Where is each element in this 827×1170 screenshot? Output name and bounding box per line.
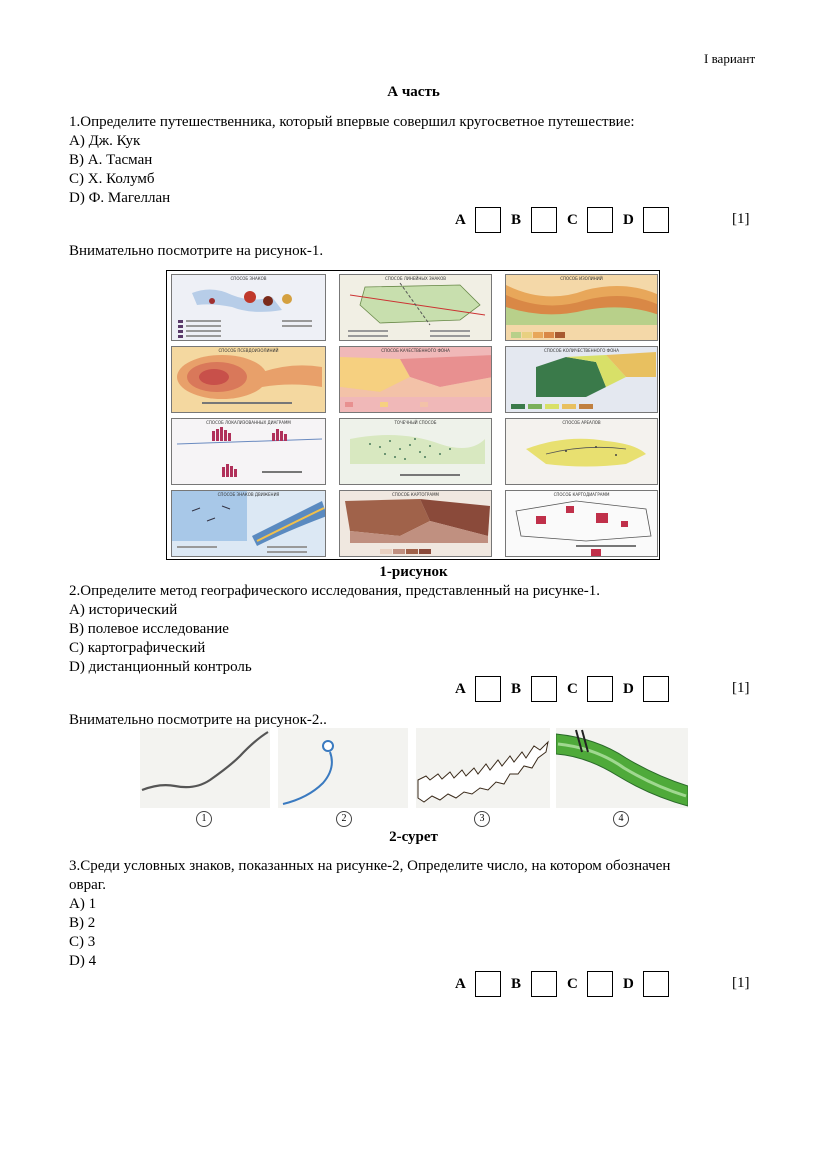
map-panel-quality-background: СПОСОБ КАЧЕСТВЕННОГО ФОНА <box>339 346 492 413</box>
q3-option-a: A) 1 <box>69 896 97 912</box>
q1-answer-row <box>455 206 679 234</box>
answer-label-d: D <box>623 211 634 228</box>
q3-answer-box-b[interactable] <box>531 971 557 997</box>
map-panel-quantity-background: СПОСОБ КОЛИЧЕСТВЕННОГО ФОНА <box>505 346 658 413</box>
map-panel-cartogram: СПОСОБ КАРТОГРАММ <box>339 490 492 557</box>
q1-option-a: A) Дж. Кук <box>69 133 141 149</box>
q1-option-b: B) А. Тасман <box>69 152 153 168</box>
q3-answer-row <box>455 970 679 998</box>
q2-option-a: A) исторический <box>69 602 178 618</box>
q2-option-c: C) картографический <box>69 640 206 656</box>
answer-label-a: A <box>455 680 466 697</box>
q3-score: [1] <box>732 975 750 991</box>
answer-label-c: C <box>567 680 578 697</box>
answer-label-b: B <box>511 975 522 992</box>
symbol-3-ravine-icon <box>416 728 550 808</box>
q3-answer-box-d[interactable] <box>643 971 669 997</box>
q3-option-b: B) 2 <box>69 915 96 931</box>
symbol-number-2: 2 <box>336 811 352 827</box>
symbol-number-1: 1 <box>196 811 212 827</box>
q3-option-c: C) 3 <box>69 934 96 950</box>
answer-label-b: B <box>511 211 522 228</box>
symbol-4-canal-icon <box>556 728 688 808</box>
symbol-2-spring-icon <box>278 728 408 808</box>
answer-label-c: C <box>567 975 578 992</box>
map-panel-linear-signs: СПОСОБ ЛИНЕЙНЫХ ЗНАКОВ <box>339 274 492 341</box>
map-panel-signs: СПОСОБ ЗНАКОВ <box>171 274 326 341</box>
map-panel-movement-signs: СПОСОБ ЗНАКОВ ДВИЖЕНИЯ <box>171 490 326 557</box>
q1-answer-box-a[interactable] <box>475 207 501 233</box>
q1-answer-box-c[interactable] <box>587 207 613 233</box>
q2-answer-box-b[interactable] <box>531 676 557 702</box>
variant-label: I вариант <box>704 51 756 66</box>
symbol-number-3: 3 <box>474 811 490 827</box>
q2-option-b: B) полевое исследование <box>69 621 229 637</box>
symbol-1-river-icon <box>140 728 270 808</box>
q1-answer-box-b[interactable] <box>531 207 557 233</box>
question-1-text: 1.Определите путешественника, который впервые совершил кругосветное путешествие: <box>69 114 635 130</box>
symbol-number-4: 4 <box>613 811 629 827</box>
q3-option-d: D) 4 <box>69 953 97 969</box>
q3-answer-box-a[interactable] <box>475 971 501 997</box>
q1-score: [1] <box>732 211 750 227</box>
q2-answer-box-a[interactable] <box>475 676 501 702</box>
figure-1-map-methods <box>166 270 660 560</box>
question-3-text-line-1: 3.Среди условных знаков, показанных на рисунке-2, Определите число, на котором обозначен <box>69 858 671 874</box>
q1-option-d: D) Ф. Магеллан <box>69 190 171 206</box>
instruction-figure-1: Внимательно посмотрите на рисунок-1. <box>69 243 324 259</box>
instruction-figure-2: Внимательно посмотрите на рисунок-2.. <box>69 712 327 728</box>
figure-2-caption: 2-сурет <box>389 829 438 845</box>
answer-label-a: A <box>455 975 466 992</box>
q2-answer-box-c[interactable] <box>587 676 613 702</box>
q2-answer-box-d[interactable] <box>643 676 669 702</box>
q3-answer-box-c[interactable] <box>587 971 613 997</box>
map-panel-dot-method: ТОЧЕЧНЫЙ СПОСОБ <box>339 418 492 485</box>
section-title: А часть <box>387 84 440 100</box>
map-panel-isolines: СПОСОБ ИЗОЛИНИЙ <box>505 274 658 341</box>
q2-answer-row <box>455 675 679 703</box>
q1-answer-box-d[interactable] <box>643 207 669 233</box>
answer-label-c: C <box>567 211 578 228</box>
q1-option-c: C) Х. Колумб <box>69 171 155 187</box>
answer-label-d: D <box>623 680 634 697</box>
figure-1-caption: 1-рисунок <box>379 564 448 580</box>
map-panel-pseudo-isolines: СПОСОБ ПСЕВДОИЗОЛИНИЙ <box>171 346 326 413</box>
q2-option-d: D) дистанционный контроль <box>69 659 252 675</box>
question-2-text: 2.Определите метод географического исследования, представленный на рисунке-1. <box>69 583 601 599</box>
figure-2-symbols <box>140 728 688 808</box>
map-panel-cartodiagram: СПОСОБ КАРТОДИАГРАММ <box>505 490 658 557</box>
answer-label-a: A <box>455 211 466 228</box>
question-3-text-line-2: овраг. <box>69 877 106 893</box>
map-panel-localized-diagrams: СПОСОБ ЛОКАЛИЗОВАННЫХ ДИАГРАММ <box>171 418 326 485</box>
map-panel-areals: СПОСОБ АРЕАЛОВ <box>505 418 658 485</box>
answer-label-b: B <box>511 680 522 697</box>
q2-score: [1] <box>732 680 750 696</box>
answer-label-d: D <box>623 975 634 992</box>
